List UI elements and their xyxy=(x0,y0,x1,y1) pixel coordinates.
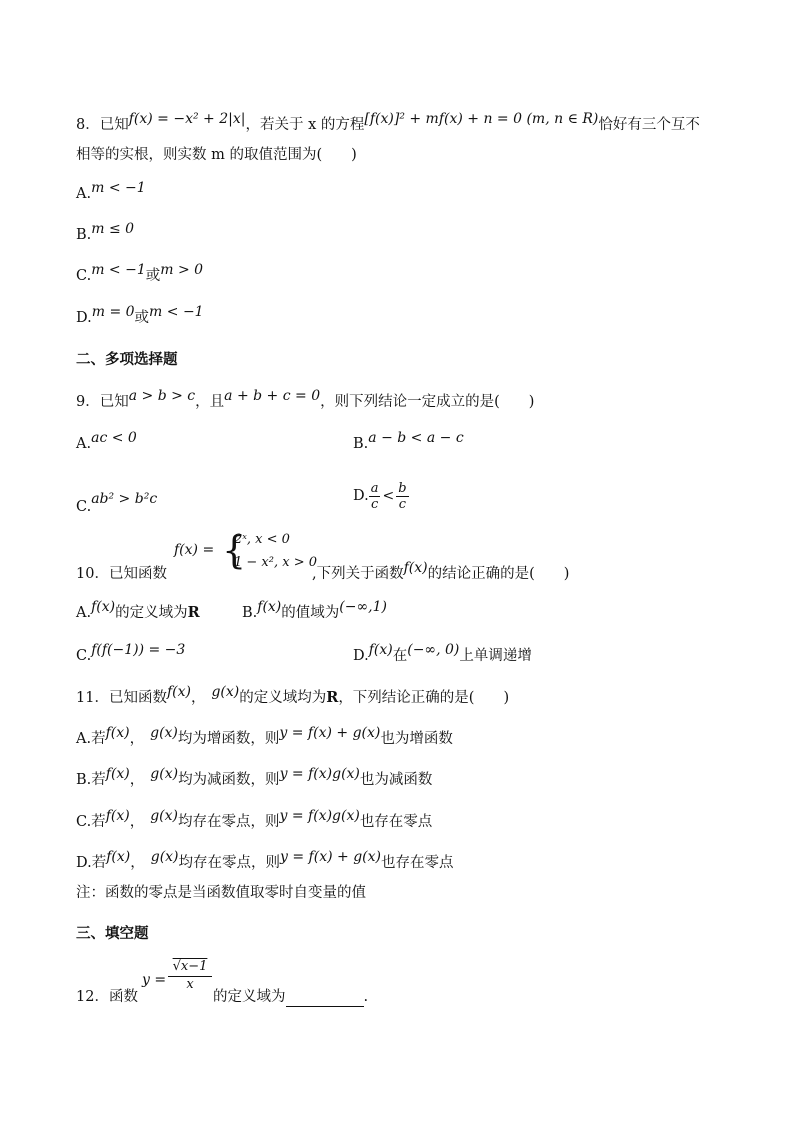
option-label: B.若 xyxy=(76,772,106,788)
q9-number: 9．已知 xyxy=(76,394,129,410)
q11-f: f(x) xyxy=(166,684,191,700)
option-math: (−∞,1) xyxy=(339,599,387,615)
option-math: f(x) xyxy=(257,599,282,615)
q10-option-c[interactable] xyxy=(76,642,186,666)
option-text: 也存在零点 xyxy=(359,814,433,830)
q10-func2: f(x) xyxy=(403,560,428,576)
option-label: D. xyxy=(353,488,369,504)
q11-separator: ， xyxy=(190,690,206,706)
q11-stem xyxy=(76,684,510,708)
option-math: y = f(x) + g(x) xyxy=(279,725,381,741)
option-math: y = f(x)g(x) xyxy=(279,808,360,824)
option-math: f(x) xyxy=(368,642,393,658)
option-math: g(x) xyxy=(150,766,179,782)
option-text: ， xyxy=(129,814,145,830)
option-text: 也为减函数 xyxy=(359,772,433,788)
option-math: m < −1 xyxy=(149,304,204,320)
q11-option-c[interactable] xyxy=(76,808,433,832)
option-math: f(f(−1)) = −3 xyxy=(91,642,186,658)
option-text: 的值域为 xyxy=(281,605,340,621)
q10-stem-rest xyxy=(312,560,570,584)
option-math: ac < 0 xyxy=(91,430,137,446)
option-math: m ≤ 0 xyxy=(91,221,135,237)
option-math: g(x) xyxy=(150,808,178,824)
option-text: ， xyxy=(129,731,145,747)
option-text: 也存在零点 xyxy=(380,855,454,871)
q12-number: 12．函数 xyxy=(76,989,138,1005)
option-math: a − b < a − c xyxy=(368,430,464,446)
q10-piece1: 2ˣ, x < 0 xyxy=(234,532,290,547)
option-label: B. xyxy=(76,227,92,243)
option-label: D. xyxy=(76,310,92,326)
q8-line2: 相等的实根，则实数 m 的取值范围为( ) xyxy=(76,147,357,163)
sqrt-expression: √x−1 xyxy=(172,959,208,974)
q9-option-d[interactable] xyxy=(353,474,409,518)
q8-option-b[interactable] xyxy=(76,221,135,245)
fraction-a-over-c xyxy=(369,481,381,512)
option-relation: < xyxy=(382,488,395,504)
option-math: m > 0 xyxy=(160,262,204,278)
q11-number: 11．已知函数 xyxy=(76,690,167,706)
option-math: (−∞, 0) xyxy=(407,642,460,658)
option-label: A. xyxy=(76,605,92,621)
option-text: 均为减函数，则 xyxy=(178,772,280,788)
q12-lhs: y = xyxy=(142,972,167,988)
q9-text1: ，且 xyxy=(195,394,225,410)
q9-stem xyxy=(76,388,535,412)
option-math: f(x) xyxy=(91,599,116,615)
section-heading-fill-in: 三、填空题 xyxy=(76,926,149,942)
q9-text2: ，则下列结论一定成立的是( ) xyxy=(320,394,535,410)
option-math: m = 0 xyxy=(91,304,135,320)
q11-text1: 的定义域均为 xyxy=(239,690,327,706)
option-label: B. xyxy=(353,436,369,452)
option-math: m < −1 xyxy=(91,262,146,278)
q11-g: g(x) xyxy=(211,684,240,700)
option-math: f(x) xyxy=(106,849,131,865)
q8-text1: ，若关于 x 的方程 xyxy=(245,117,365,133)
option-math: m < −1 xyxy=(91,180,146,196)
q8-text2: 恰好有三个互不 xyxy=(598,117,700,133)
option-math: f(x) xyxy=(105,808,130,824)
option-label: A. xyxy=(76,186,92,202)
option-text: 均为增函数，则 xyxy=(177,731,280,747)
q8-equation: [f(x)]² + mf(x) + n = 0 (m, n ∈ R) xyxy=(364,111,599,127)
option-math: y = f(x) + g(x) xyxy=(280,849,381,865)
q8-option-c[interactable] xyxy=(76,262,204,286)
option-text: 上单调递增 xyxy=(459,648,532,664)
option-text: 也为增函数 xyxy=(380,731,453,747)
option-label: A. xyxy=(76,436,92,452)
option-math: g(x) xyxy=(150,849,179,865)
option-math: ab² > b²c xyxy=(91,491,158,507)
fraction-denominator: c xyxy=(370,496,379,512)
option-text: ， xyxy=(130,855,145,871)
section-heading-multiple-choice: 二、多项选择题 xyxy=(76,352,178,368)
q9-option-c[interactable] xyxy=(76,491,158,517)
q8-func: f(x) = −x² + 2|x| xyxy=(128,111,246,127)
q11-option-b[interactable] xyxy=(76,766,433,790)
q9-condition1: a > b > c xyxy=(128,388,196,404)
option-label: A.若 xyxy=(76,731,106,747)
q11-note: 注：函数的零点是当函数值取零时自变量的值 xyxy=(76,885,366,901)
q10-text2: 的结论正确的是( ) xyxy=(427,566,570,582)
reals-symbol: R xyxy=(187,604,200,621)
q10-option-a[interactable] xyxy=(76,599,200,623)
q10-number: 10．已知函数 xyxy=(76,566,167,582)
left-brace-icon: { xyxy=(222,528,247,572)
q12-end: . xyxy=(363,989,369,1005)
q10-option-d[interactable] xyxy=(353,642,532,666)
fraction-numerator: a xyxy=(370,480,379,496)
q12-numerator xyxy=(168,958,212,977)
fraction-numerator: b xyxy=(398,480,407,496)
option-text: 均存在零点，则 xyxy=(178,855,281,871)
option-label: C.若 xyxy=(76,814,106,830)
q8-option-d[interactable] xyxy=(76,304,204,328)
q11-option-a[interactable] xyxy=(76,725,453,749)
q10-piece2: 1 − x², x > 0 xyxy=(234,555,317,570)
reals-symbol: R xyxy=(326,689,339,706)
option-math: y = f(x)g(x) xyxy=(279,766,360,782)
option-text: 或 xyxy=(134,310,150,326)
q11-option-d[interactable] xyxy=(76,849,454,873)
option-text: 的定义域为 xyxy=(115,605,188,621)
q12-fraction xyxy=(168,958,212,993)
fraction-b-over-c xyxy=(396,481,408,512)
q12-denominator: x xyxy=(186,977,194,992)
option-label: D.若 xyxy=(76,855,107,871)
q8-line1 xyxy=(76,111,700,135)
fraction-denominator: c xyxy=(398,496,407,512)
option-text: 或 xyxy=(145,268,161,284)
q8-option-a[interactable] xyxy=(76,180,146,204)
option-label: C. xyxy=(76,499,92,515)
option-math: f(x) xyxy=(105,725,130,741)
q12-rest xyxy=(213,987,368,1007)
q8-number: 8．已知 xyxy=(76,117,129,133)
answer-blank[interactable] xyxy=(286,992,364,1007)
q10-text1: ,下列关于函数 xyxy=(312,566,404,582)
option-label: C. xyxy=(76,268,92,284)
option-label: B. xyxy=(242,605,258,621)
q10-func-lhs: f(x) = xyxy=(174,542,215,558)
option-math: g(x) xyxy=(150,725,178,741)
option-label: C. xyxy=(76,648,92,664)
option-text: 在 xyxy=(392,648,408,664)
option-text: 均存在零点，则 xyxy=(177,814,280,830)
q10-option-b[interactable] xyxy=(242,599,387,623)
option-math: f(x) xyxy=(105,766,130,782)
q11-text2: ，下列结论正确的是( ) xyxy=(338,690,510,706)
q12-text: 的定义域为 xyxy=(213,989,286,1005)
q9-option-b[interactable] xyxy=(353,430,464,454)
option-label: D. xyxy=(353,648,369,664)
q9-condition2: a + b + c = 0 xyxy=(224,388,321,404)
option-text: ， xyxy=(129,772,145,788)
q9-option-a[interactable] xyxy=(76,430,137,454)
